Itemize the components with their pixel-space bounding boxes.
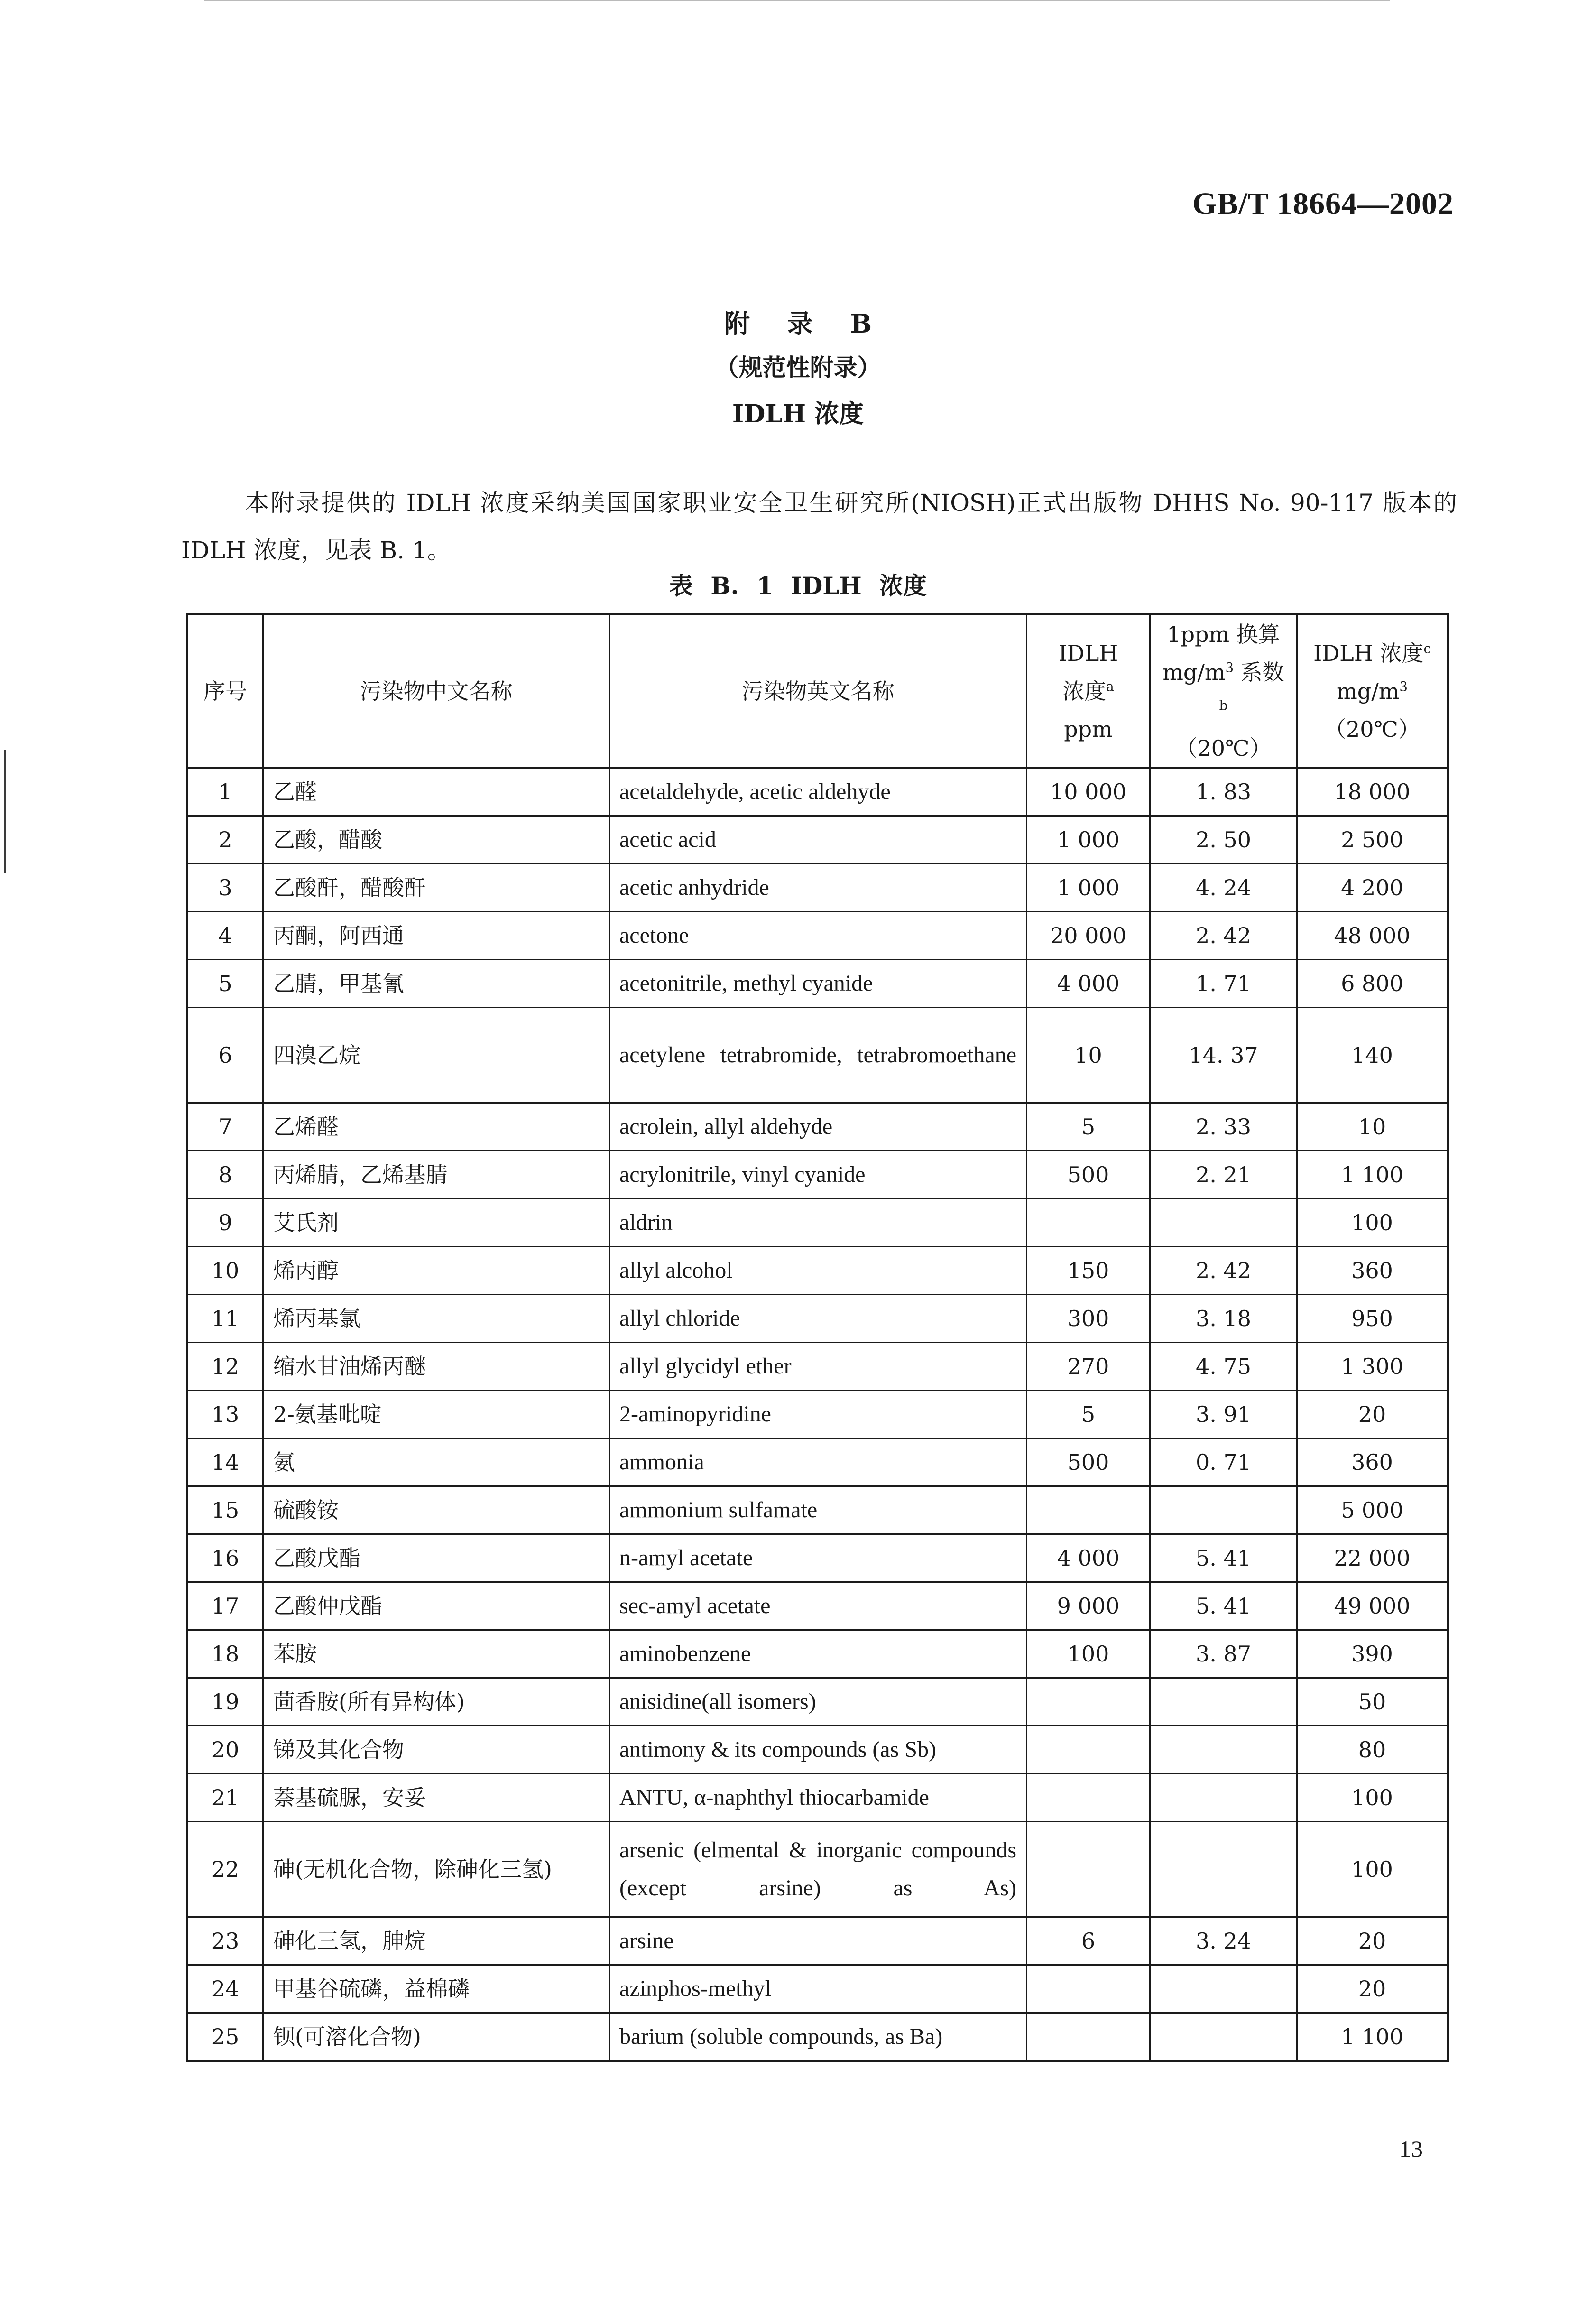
cell-idlh-mg: 22 000 bbox=[1297, 1534, 1448, 1582]
cell-cn-name: 氨 bbox=[263, 1438, 609, 1486]
appendix-name: IDLH 浓度 bbox=[732, 399, 864, 428]
table-row bbox=[187, 816, 1448, 864]
cell-idlh-ppm bbox=[1027, 1199, 1150, 1247]
cell-cn-name: 硫酸铵 bbox=[263, 1486, 609, 1534]
cell-factor: 2. 42 bbox=[1150, 912, 1297, 960]
cell-num: 7 bbox=[187, 1103, 263, 1151]
table-row bbox=[187, 1151, 1448, 1199]
cell-factor: 0. 71 bbox=[1150, 1438, 1297, 1486]
cell-idlh-mg: 2 500 bbox=[1297, 816, 1448, 864]
cell-num: 13 bbox=[187, 1391, 263, 1438]
cell-idlh-ppm: 270 bbox=[1027, 1343, 1150, 1391]
table-row bbox=[187, 1822, 1448, 1917]
table-row bbox=[187, 1008, 1448, 1103]
cell-idlh-ppm: 9 000 bbox=[1027, 1582, 1150, 1630]
cell-idlh-mg: 10 bbox=[1297, 1103, 1448, 1151]
idlh-ppm-line1: IDLH bbox=[1058, 640, 1118, 666]
scan-edge-top bbox=[204, 0, 1390, 1]
footnote-a: a bbox=[1106, 678, 1114, 695]
table-row bbox=[187, 1199, 1448, 1247]
table-row bbox=[187, 912, 1448, 960]
table-row bbox=[187, 1582, 1448, 1630]
cell-factor bbox=[1150, 1965, 1297, 2013]
cell-idlh-mg: 100 bbox=[1297, 1822, 1448, 1917]
cell-en-name: 2-aminopyridine bbox=[609, 1391, 1027, 1438]
cell-num: 20 bbox=[187, 1726, 263, 1774]
cell-en-name: acetone bbox=[609, 912, 1027, 960]
cell-idlh-mg: 20 bbox=[1297, 1391, 1448, 1438]
table-header-row bbox=[187, 614, 1448, 768]
factor-line2 bbox=[1160, 653, 1287, 729]
cell-idlh-mg: 390 bbox=[1297, 1630, 1448, 1678]
cell-idlh-ppm: 1 000 bbox=[1027, 864, 1150, 912]
cell-num: 5 bbox=[187, 960, 263, 1008]
scan-edge-left bbox=[4, 750, 6, 873]
cell-cn-name: 乙烯醛 bbox=[263, 1103, 609, 1151]
cell-num: 4 bbox=[187, 912, 263, 960]
cell-cn-name: 乙酸酐，醋酸酐 bbox=[263, 864, 609, 912]
cell-idlh-mg: 6 800 bbox=[1297, 960, 1448, 1008]
cell-factor: 2. 21 bbox=[1150, 1151, 1297, 1199]
cell-cn-name: 2-氨基吡啶 bbox=[263, 1391, 609, 1438]
factor-line2-text: 系数 bbox=[1234, 659, 1284, 685]
cell-idlh-ppm bbox=[1027, 1678, 1150, 1726]
factor-line3: （20℃） bbox=[1175, 735, 1272, 761]
cell-num: 11 bbox=[187, 1295, 263, 1343]
cell-idlh-mg: 140 bbox=[1297, 1008, 1448, 1103]
cell-idlh-ppm bbox=[1027, 2013, 1150, 2061]
idlh-mg-unit-sup: 3 bbox=[1399, 678, 1408, 695]
cell-en-name: azinphos-methyl bbox=[609, 1965, 1027, 2013]
cell-en-name: acetaldehyde, acetic aldehyde bbox=[609, 768, 1027, 816]
cell-cn-name: 四溴乙烷 bbox=[263, 1008, 609, 1103]
cell-factor bbox=[1150, 1774, 1297, 1822]
cell-idlh-mg: 360 bbox=[1297, 1438, 1448, 1486]
cell-en-name: aminobenzene bbox=[609, 1630, 1027, 1678]
page-number: 13 bbox=[1399, 2135, 1423, 2162]
cell-cn-name: 乙酸戊酯 bbox=[263, 1534, 609, 1582]
cell-idlh-ppm: 4 000 bbox=[1027, 1534, 1150, 1582]
cell-cn-name: 钡(可溶化合物) bbox=[263, 2013, 609, 2061]
cell-idlh-mg: 4 200 bbox=[1297, 864, 1448, 912]
cell-en-name: acrylonitrile, vinyl cyanide bbox=[609, 1151, 1027, 1199]
cell-en-name: n-amyl acetate bbox=[609, 1534, 1027, 1582]
cell-cn-name: 艾氏剂 bbox=[263, 1199, 609, 1247]
col-header-en-name: 污染物英文名称 bbox=[609, 614, 1027, 768]
cell-en-name: ammonium sulfamate bbox=[609, 1486, 1027, 1534]
table-row bbox=[187, 1965, 1448, 2013]
cell-en-name: anisidine(all isomers) bbox=[609, 1678, 1027, 1726]
cell-idlh-ppm bbox=[1027, 1965, 1150, 2013]
cell-en-name: arsine bbox=[609, 1917, 1027, 1965]
cell-idlh-mg: 80 bbox=[1297, 1726, 1448, 1774]
cell-idlh-mg: 100 bbox=[1297, 1199, 1448, 1247]
cell-en-name: antimony & its compounds (as Sb) bbox=[609, 1726, 1027, 1774]
cell-cn-name: 甲基谷硫磷，益棉磷 bbox=[263, 1965, 609, 2013]
cell-en-name: acrolein, allyl aldehyde bbox=[609, 1103, 1027, 1151]
cell-factor: 1. 83 bbox=[1150, 768, 1297, 816]
cell-factor bbox=[1150, 1678, 1297, 1726]
cell-en-name: allyl chloride bbox=[609, 1295, 1027, 1343]
table-row bbox=[187, 1343, 1448, 1391]
cell-num: 3 bbox=[187, 864, 263, 912]
table-row bbox=[187, 1534, 1448, 1582]
col-header-idlh-ppm bbox=[1027, 614, 1150, 768]
cell-num: 18 bbox=[187, 1630, 263, 1678]
cell-cn-name: 乙酸，醋酸 bbox=[263, 816, 609, 864]
cell-num: 17 bbox=[187, 1582, 263, 1630]
cell-num: 25 bbox=[187, 2013, 263, 2061]
col-header-idlh-mg bbox=[1297, 614, 1448, 768]
table-row bbox=[187, 1630, 1448, 1678]
table-row bbox=[187, 1774, 1448, 1822]
table-row bbox=[187, 1486, 1448, 1534]
intro-paragraph: 本附录提供的 IDLH 浓度采纳美国国家职业安全卫生研究所(NIOSH)正式出版物 DHHS No. 90-117 版本的 IDLH 浓度，见表 B. 1。 bbox=[181, 489, 1457, 564]
cell-idlh-mg: 5 000 bbox=[1297, 1486, 1448, 1534]
cell-num: 24 bbox=[187, 1965, 263, 2013]
cell-idlh-ppm: 100 bbox=[1027, 1630, 1150, 1678]
cell-cn-name: 砷(无机化合物，除砷化三氢) bbox=[263, 1822, 609, 1917]
table-row bbox=[187, 1726, 1448, 1774]
cell-idlh-ppm: 1 000 bbox=[1027, 816, 1150, 864]
table-row bbox=[187, 1438, 1448, 1486]
table-row bbox=[187, 1678, 1448, 1726]
cell-idlh-ppm bbox=[1027, 1726, 1150, 1774]
cell-idlh-mg: 50 bbox=[1297, 1678, 1448, 1726]
col-header-factor bbox=[1150, 614, 1297, 768]
cell-num: 15 bbox=[187, 1486, 263, 1534]
cell-num: 19 bbox=[187, 1678, 263, 1726]
cell-idlh-mg: 48 000 bbox=[1297, 912, 1448, 960]
cell-en-name: arsenic (elmental & inorganic compounds (except arsine) as As) bbox=[609, 1822, 1027, 1917]
cell-factor: 5. 41 bbox=[1150, 1582, 1297, 1630]
cell-factor bbox=[1150, 1486, 1297, 1534]
cell-cn-name: 砷化三氢，胂烷 bbox=[263, 1917, 609, 1965]
cell-idlh-mg: 360 bbox=[1297, 1247, 1448, 1295]
cell-en-name: barium (soluble compounds, as Ba) bbox=[609, 2013, 1027, 2061]
idlh-ppm-line2-text: 浓度 bbox=[1062, 678, 1107, 704]
table-row bbox=[187, 864, 1448, 912]
cell-factor: 4. 75 bbox=[1150, 1343, 1297, 1391]
idlh-mg-line1 bbox=[1307, 634, 1437, 672]
cell-cn-name: 乙酸仲戊酯 bbox=[263, 1582, 609, 1630]
cell-num: 23 bbox=[187, 1917, 263, 1965]
cell-en-name: ammonia bbox=[609, 1438, 1027, 1486]
cell-idlh-ppm: 500 bbox=[1027, 1438, 1150, 1486]
cell-num: 22 bbox=[187, 1822, 263, 1917]
cell-num: 16 bbox=[187, 1534, 263, 1582]
table-row bbox=[187, 1391, 1448, 1438]
idlh-ppm-line2 bbox=[1037, 672, 1140, 710]
cell-idlh-mg: 1 300 bbox=[1297, 1343, 1448, 1391]
cell-num: 6 bbox=[187, 1008, 263, 1103]
col-header-cn-name: 污染物中文名称 bbox=[263, 614, 609, 768]
cell-idlh-ppm: 500 bbox=[1027, 1151, 1150, 1199]
cell-factor: 3. 91 bbox=[1150, 1391, 1297, 1438]
cell-en-name: acetonitrile, methyl cyanide bbox=[609, 960, 1027, 1008]
cell-num: 8 bbox=[187, 1151, 263, 1199]
cell-cn-name: 萘基硫脲，安妥 bbox=[263, 1774, 609, 1822]
cell-factor: 14. 37 bbox=[1150, 1008, 1297, 1103]
cell-idlh-ppm: 5 bbox=[1027, 1391, 1150, 1438]
cell-idlh-mg: 100 bbox=[1297, 1774, 1448, 1822]
cell-idlh-ppm: 150 bbox=[1027, 1247, 1150, 1295]
cell-cn-name: 丙烯腈，乙烯基腈 bbox=[263, 1151, 609, 1199]
cell-idlh-ppm bbox=[1027, 1822, 1150, 1917]
cell-factor: 2. 42 bbox=[1150, 1247, 1297, 1295]
table-row bbox=[187, 1295, 1448, 1343]
cell-cn-name: 烯丙基氯 bbox=[263, 1295, 609, 1343]
cell-idlh-mg: 950 bbox=[1297, 1295, 1448, 1343]
cell-idlh-mg: 20 bbox=[1297, 1917, 1448, 1965]
cell-factor: 2. 50 bbox=[1150, 816, 1297, 864]
table-caption: 表 B. 1 IDLH 浓度 bbox=[669, 572, 927, 600]
idlh-mg-line2 bbox=[1307, 672, 1437, 710]
cell-factor: 5. 41 bbox=[1150, 1534, 1297, 1582]
factor-line2-unit: mg/m bbox=[1162, 659, 1226, 685]
cell-factor bbox=[1150, 1726, 1297, 1774]
cell-cn-name: 茴香胺(所有异构体) bbox=[263, 1678, 609, 1726]
table-row bbox=[187, 1917, 1448, 1965]
table-row bbox=[187, 1103, 1448, 1151]
cell-num: 9 bbox=[187, 1199, 263, 1247]
cell-factor bbox=[1150, 2013, 1297, 2061]
cell-factor: 4. 24 bbox=[1150, 864, 1297, 912]
cell-num: 1 bbox=[187, 768, 263, 816]
cell-idlh-mg: 18 000 bbox=[1297, 768, 1448, 816]
table-row bbox=[187, 960, 1448, 1008]
appendix-title: 附 录 B bbox=[724, 308, 886, 339]
cell-en-name: ANTU, α-naphthyl thiocarbamide bbox=[609, 1774, 1027, 1822]
cell-factor bbox=[1150, 1199, 1297, 1247]
cell-idlh-mg: 20 bbox=[1297, 1965, 1448, 2013]
cell-idlh-mg: 1 100 bbox=[1297, 1151, 1448, 1199]
footnote-c: c bbox=[1423, 640, 1431, 657]
cell-idlh-ppm: 6 bbox=[1027, 1917, 1150, 1965]
cell-idlh-mg: 1 100 bbox=[1297, 2013, 1448, 2061]
cell-idlh-ppm: 10 bbox=[1027, 1008, 1150, 1103]
cell-cn-name: 苯胺 bbox=[263, 1630, 609, 1678]
cell-idlh-ppm: 5 bbox=[1027, 1103, 1150, 1151]
cell-cn-name: 锑及其化合物 bbox=[263, 1726, 609, 1774]
cell-cn-name: 乙腈，甲基氰 bbox=[263, 960, 609, 1008]
table-row bbox=[187, 1247, 1448, 1295]
cell-num: 10 bbox=[187, 1247, 263, 1295]
footnote-b: b bbox=[1219, 697, 1228, 714]
table-row bbox=[187, 768, 1448, 816]
idlh-mg-line2-unit: mg/m bbox=[1337, 678, 1400, 704]
cell-cn-name: 乙醛 bbox=[263, 768, 609, 816]
cell-en-name: sec-amyl acetate bbox=[609, 1582, 1027, 1630]
cell-idlh-ppm bbox=[1027, 1486, 1150, 1534]
idlh-ppm-line3: ppm bbox=[1064, 716, 1113, 742]
cell-cn-name: 丙酮，阿西通 bbox=[263, 912, 609, 960]
cell-en-name: allyl glycidyl ether bbox=[609, 1343, 1027, 1391]
cell-idlh-ppm: 10 000 bbox=[1027, 768, 1150, 816]
factor-unit-sup: 3 bbox=[1225, 659, 1234, 676]
table-row bbox=[187, 2013, 1448, 2061]
cell-en-name: aldrin bbox=[609, 1199, 1027, 1247]
factor-line1: 1ppm 换算 bbox=[1167, 622, 1280, 647]
cell-factor: 1. 71 bbox=[1150, 960, 1297, 1008]
cell-num: 2 bbox=[187, 816, 263, 864]
cell-factor: 2. 33 bbox=[1150, 1103, 1297, 1151]
cell-idlh-ppm: 300 bbox=[1027, 1295, 1150, 1343]
cell-en-name: acetic anhydride bbox=[609, 864, 1027, 912]
cell-cn-name: 烯丙醇 bbox=[263, 1247, 609, 1295]
cell-factor: 3. 18 bbox=[1150, 1295, 1297, 1343]
cell-factor bbox=[1150, 1822, 1297, 1917]
cell-num: 12 bbox=[187, 1343, 263, 1391]
idlh-table bbox=[186, 613, 1449, 2062]
cell-factor: 3. 24 bbox=[1150, 1917, 1297, 1965]
cell-cn-name: 缩水甘油烯丙醚 bbox=[263, 1343, 609, 1391]
cell-idlh-ppm: 4 000 bbox=[1027, 960, 1150, 1008]
cell-factor: 3. 87 bbox=[1150, 1630, 1297, 1678]
appendix-subtitle: （规范性附录） bbox=[715, 353, 881, 381]
col-header-num: 序号 bbox=[187, 614, 263, 768]
cell-en-name: acetic acid bbox=[609, 816, 1027, 864]
cell-num: 14 bbox=[187, 1438, 263, 1486]
standard-code: GB/T 18664—2002 bbox=[1192, 186, 1454, 221]
idlh-mg-line1-text: IDLH 浓度 bbox=[1313, 640, 1424, 666]
cell-idlh-mg: 49 000 bbox=[1297, 1582, 1448, 1630]
cell-en-name: acetylene tetrabromide, tetrabromoethane bbox=[609, 1008, 1027, 1103]
cell-num: 21 bbox=[187, 1774, 263, 1822]
cell-idlh-ppm bbox=[1027, 1774, 1150, 1822]
idlh-mg-line3: （20℃） bbox=[1324, 716, 1420, 742]
cell-idlh-ppm: 20 000 bbox=[1027, 912, 1150, 960]
cell-en-name: allyl alcohol bbox=[609, 1247, 1027, 1295]
